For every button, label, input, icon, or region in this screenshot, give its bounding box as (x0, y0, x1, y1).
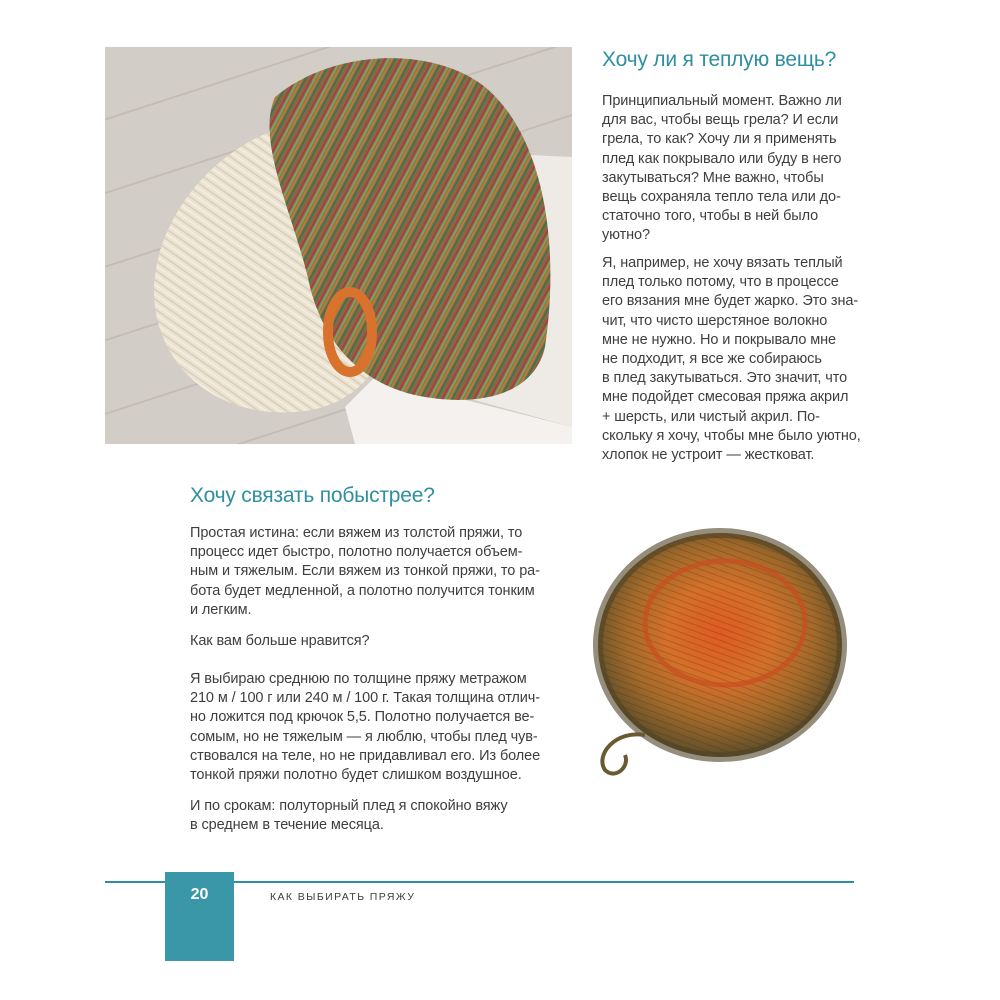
paragraph-fast-1: Простая истина: если вяжем из толстой пряжи, то процесс идет быстро, полотно получается объем- ным и тяжелым. Если вяжем из тонкой пряжи, то ра- бота будет медленной, а полотно получится тонким и легким. (190, 525, 540, 618)
yarn-skeins-photo (105, 47, 572, 444)
paragraph-warm-1: Принципиальный момент. Важно ли для вас, чтобы вещь грела? И если грела, то как? Хочу ли я применять плед как покрывало или буду в него закутываться? Мне важно, чтобы вещь сохраняла тепло тела или до- статочно того, чтобы в ней было уютно? (602, 93, 842, 244)
yarn-ball-photo (585, 505, 850, 785)
yarn-skeins-illustration (105, 47, 572, 444)
yarn-ball-illustration (585, 505, 850, 785)
paragraph-warm-2: Я, например, не хочу вязать теплый плед только потому, что в процессе его вязания мне будет жарко. Это зна- чит, что чисто шерстяное волокно мне не нужно. Но и покрывало мне не подходит, я все же собираюсь в плед закутываться. Это значит, что мне подойдет смесовая пряжа акрил + шерсть, или чистый акрил. По- скольку я хочу, чтобы мне было уютно, хлопок не устроит — жестковат. (602, 255, 861, 464)
paragraph-fast-4: И по срокам: полуторный плед я спокойно вяжу в среднем в течение месяца. (190, 798, 508, 834)
heading-warm-item: Хочу ли я теплую вещь? (602, 48, 837, 71)
running-head: КАК ВЫБИРАТЬ ПРЯЖУ (270, 891, 416, 903)
heading-knit-fast: Хочу связать побыстрее? (190, 484, 435, 507)
paragraph-fast-3: Я выбираю среднюю по толщине пряжу метражом 210 м / 100 г или 240 м / 100 г. Такая толщина отлич- но ложится под крючок 5,5. Полотно получается ве- сомым, но не тяжелым — я люблю, чтобы плед чув- ствовался на теле, но не придавливал его. Из более тонкой пряжи полотно будет слишком воздушное. (190, 671, 541, 784)
paragraph-fast-2: Как вам больше нравится? (190, 633, 370, 649)
page-number: 20 (165, 872, 234, 961)
